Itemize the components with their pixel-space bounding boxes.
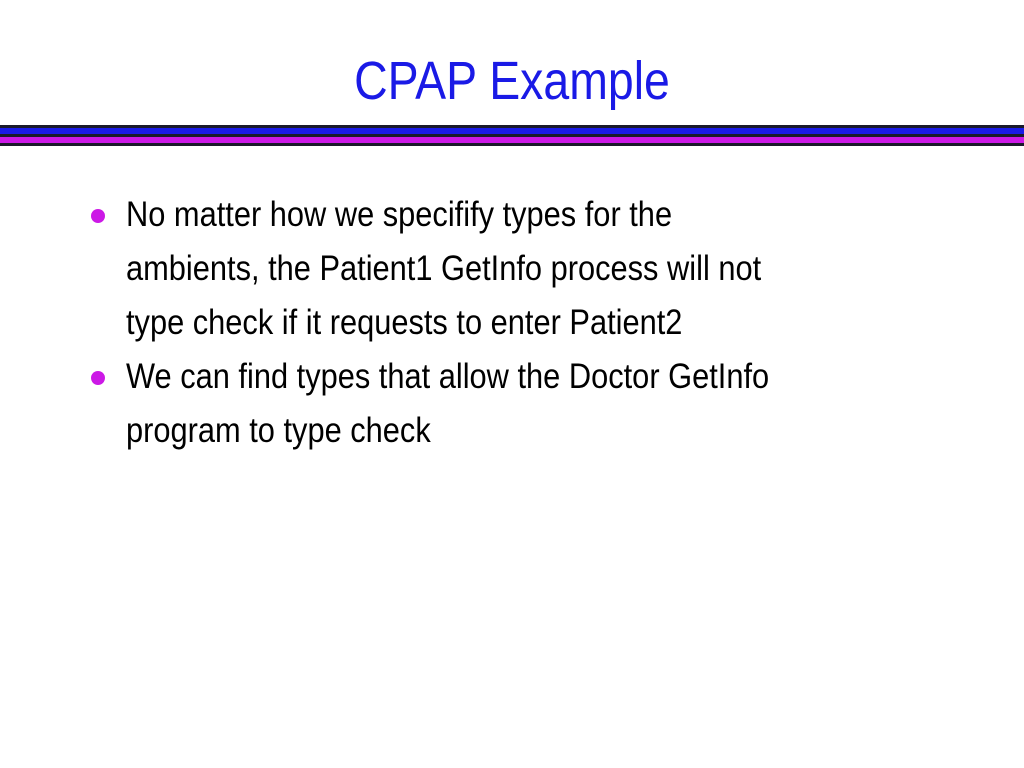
bullet-dot-icon (91, 371, 105, 385)
title-rule-dark-bottom (0, 143, 1024, 146)
slide-title: CPAP Example (354, 51, 670, 111)
bullet-item (88, 350, 948, 458)
bullet-dot-icon (91, 209, 105, 223)
bullet-line: type check if it requests to enter Patient2 (126, 303, 683, 342)
bullet-line: ambients, the Patient1 GetInfo process will not (126, 249, 762, 288)
bullet-line: No matter how we specifify types for the (126, 195, 673, 234)
bullet-line: program to type check (126, 411, 431, 450)
bullet-list (88, 188, 948, 458)
bullet-line: We can find types that allow the Doctor GetInfo (126, 357, 770, 396)
bullet-item (88, 188, 948, 350)
